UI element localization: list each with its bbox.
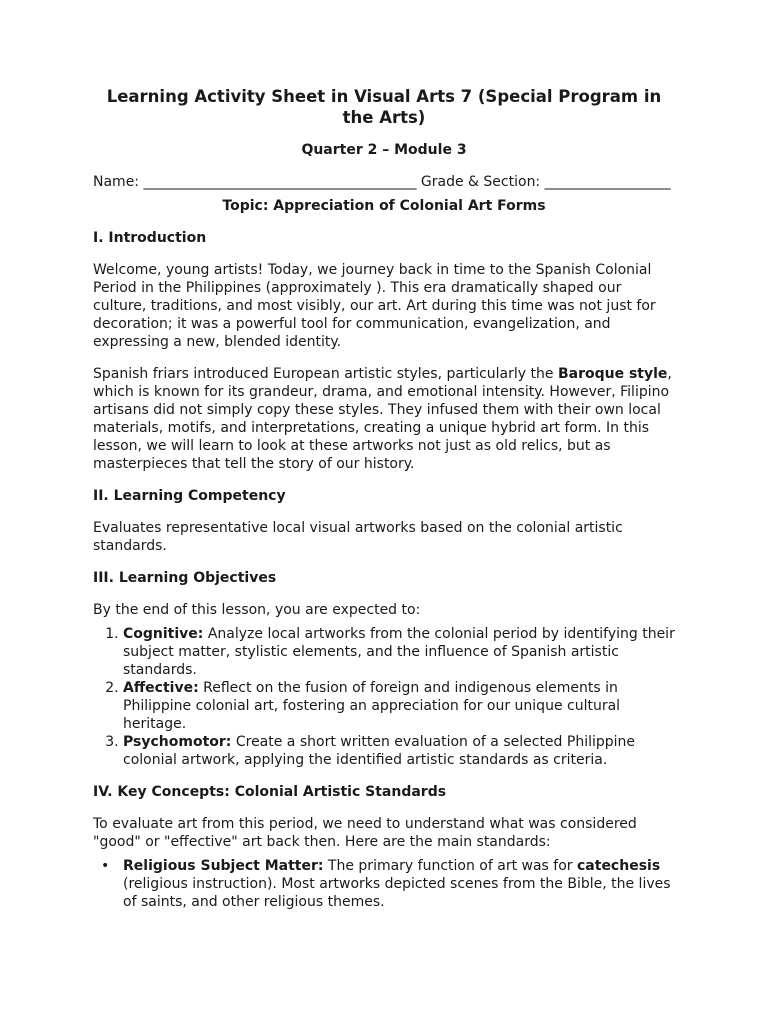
- objectives-intro: By the end of this lesson, you are expected to:: [93, 602, 421, 618]
- introduction-paragraph-1: Welcome, young artists! Today, we journey back in time to the Spanish Colonial Period in the Philippines (approximately ). This era dramatically shaped our culture, traditions, and most visibly, our art. Art during this time was not just for decoration; it was a powerful tool for communication, evangelization, and expressing a new, blended identity.: [93, 262, 656, 350]
- key-concepts-heading: IV. Key Concepts: Colonial Artistic Standards: [93, 784, 447, 800]
- standard-text-before: The primary function of art was for: [323, 858, 577, 874]
- objective-label: Psychomotor:: [123, 734, 232, 750]
- objective-text: Reflect on the fusion of foreign and indigenous elements in Philippine colonial art, fostering an appreciation for our unique cultural heritage.: [123, 680, 621, 732]
- baroque-style-term: Baroque style: [557, 366, 668, 382]
- objective-item-psychomotor: [123, 733, 675, 769]
- standards-list: [93, 857, 675, 911]
- objective-item-cognitive: [123, 625, 675, 679]
- competency-text: Evaluates representative local visual artworks based on the colonial artistic standards.: [93, 520, 623, 554]
- standard-label: Religious Subject Matter:: [123, 858, 324, 874]
- competency-heading: II. Learning Competency: [93, 488, 286, 504]
- standard-text-after: (religious instruction). Most artworks depicted scenes from the Bible, the lives of saints, and other religious themes.: [123, 876, 671, 910]
- catechesis-term: catechesis: [577, 858, 661, 874]
- module-subtitle: Quarter 2 – Module 3: [301, 142, 467, 158]
- para2-text-after: , which is known for its grandeur, drama, and emotional intensity. However, Filipino artisans did not simply copy these styles. They infused them with their own local materials, motifs, and interpretations, creating a unique hybrid art form. In this lesson, we will learn to look at these artworks not just as old relics, but as masterpieces that tell the story of our history.: [93, 366, 672, 472]
- document-title: Learning Activity Sheet in Visual Arts 7 (Special Program in the Arts): [106, 87, 662, 127]
- objective-text: Analyze local artworks from the colonial period by identifying their subject matter, stylistic elements, and the influence of Spanish artistic standards.: [123, 626, 675, 678]
- objective-label: Cognitive:: [123, 626, 204, 642]
- objectives-list: [93, 625, 675, 769]
- objectives-heading: III. Learning Objectives: [93, 570, 277, 586]
- introduction-heading: I. Introduction: [93, 230, 207, 246]
- standard-item-religious-subject-matter: [101, 857, 675, 911]
- key-concepts-intro: To evaluate art from this period, we need to understand what was considered "good" or "effective" art back then. Here are the main standards:: [93, 816, 637, 850]
- topic-heading: Topic: Appreciation of Colonial Art Forms: [222, 198, 546, 214]
- para2-text-before: Spanish friars introduced European artistic styles, particularly the: [93, 366, 558, 382]
- introduction-paragraph-2: [93, 365, 675, 473]
- objective-label: Affective:: [123, 680, 199, 696]
- objective-item-affective: [123, 679, 675, 733]
- name-grade-section-line: Name: _______________________________________ Grade & Section: __________________: [93, 174, 671, 190]
- objective-text: Create a short written evaluation of a selected Philippine colonial artwork, applying the identified artistic standards as criteria.: [123, 734, 636, 768]
- bullet-icon: •: [101, 858, 110, 874]
